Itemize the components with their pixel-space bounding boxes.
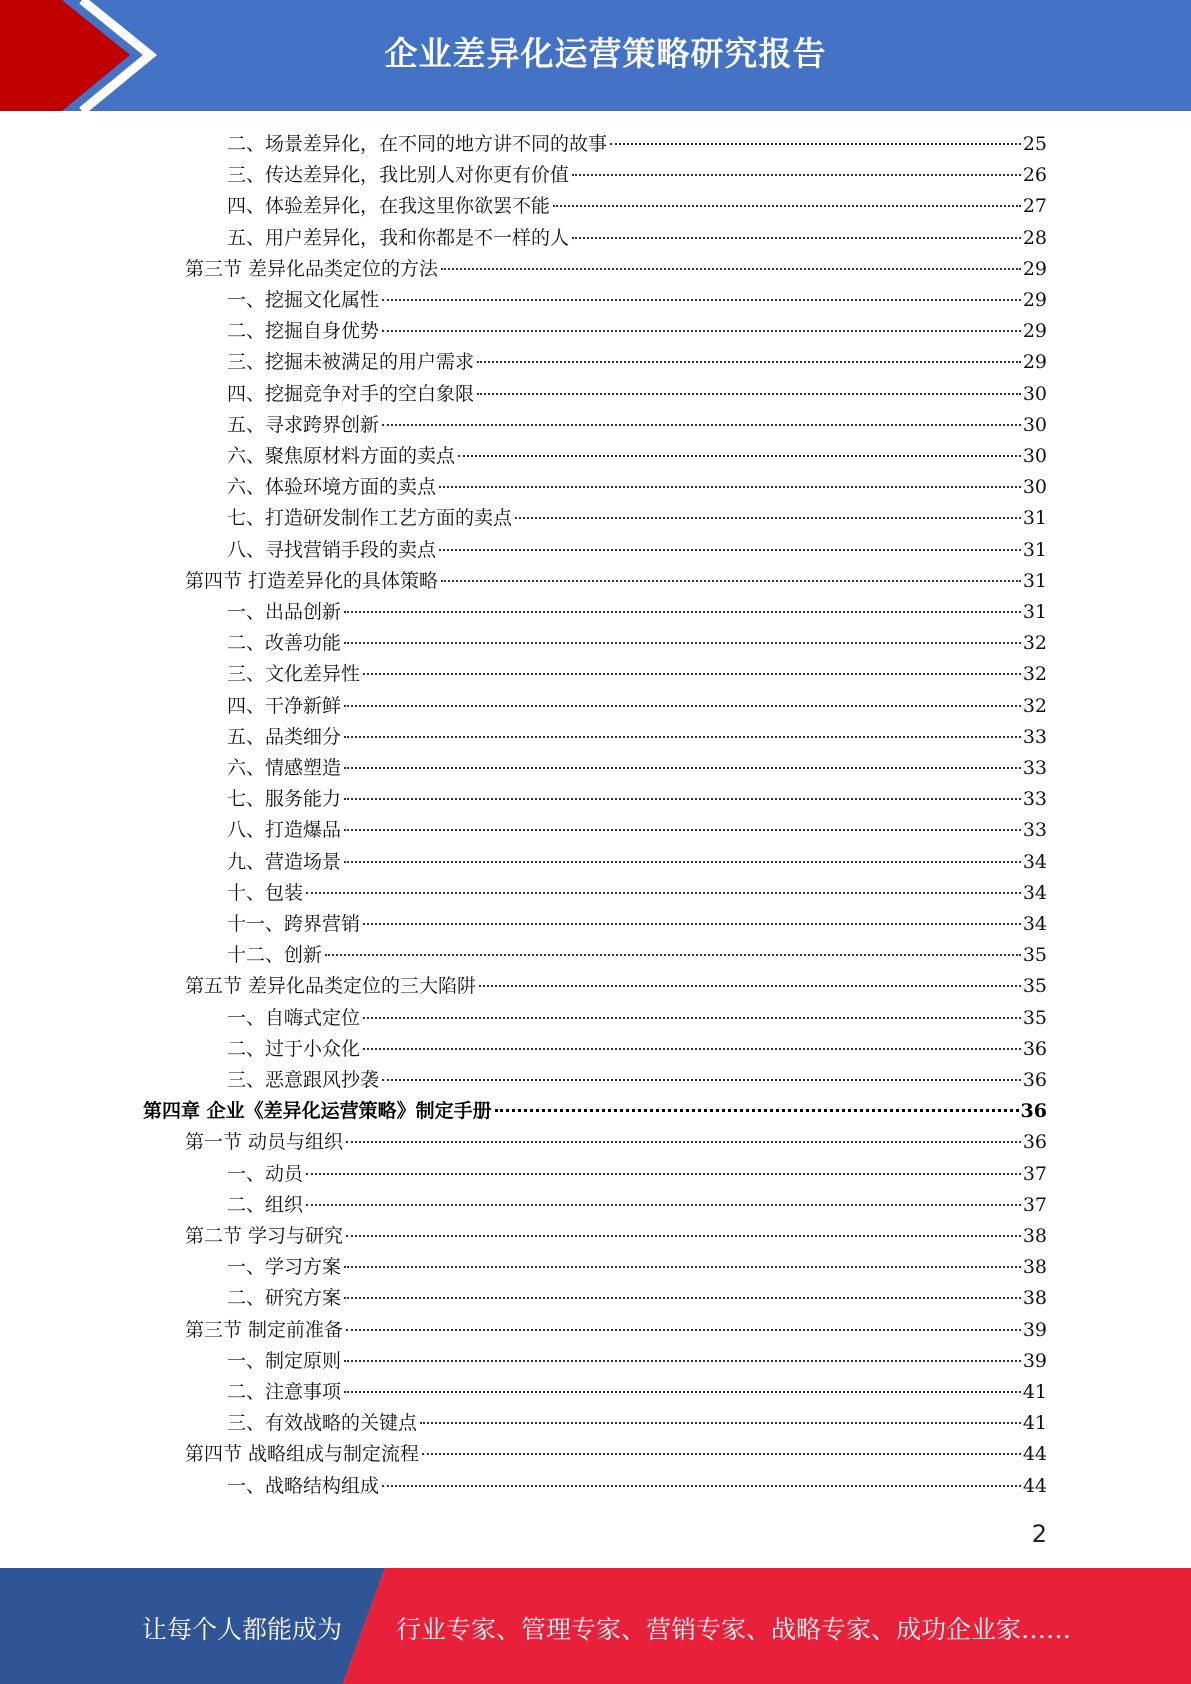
toc-entry-page: 36 xyxy=(1022,1037,1047,1060)
footer-slogan-left: 让每个人都能成为 xyxy=(142,1615,343,1644)
toc-entry-title: 二、挖掘自身优势 xyxy=(227,320,380,343)
toc-entry-page: 38 xyxy=(1022,1256,1047,1279)
toc-entry-page: 39 xyxy=(1022,1349,1047,1372)
toc-entry-page: 44 xyxy=(1022,1443,1047,1466)
toc-entry[interactable] xyxy=(227,285,1047,316)
toc-entry-page: 32 xyxy=(1022,694,1047,717)
toc-entry-page: 30 xyxy=(1022,445,1047,467)
toc-entry-page: 34 xyxy=(1022,881,1047,904)
toc-leader-dots xyxy=(477,393,1021,395)
toc-entry[interactable] xyxy=(227,628,1047,659)
toc-entry[interactable] xyxy=(227,659,1047,690)
toc-entry-page: 30 xyxy=(1022,476,1047,499)
toc-entry-page: 41 xyxy=(1022,1381,1047,1403)
toc-entry[interactable] xyxy=(227,784,1047,815)
toc-leader-dots xyxy=(306,1204,1021,1206)
toc-entry-page: 44 xyxy=(1022,1474,1047,1497)
toc-leader-dots xyxy=(306,1173,1021,1175)
toc-entry[interactable] xyxy=(227,878,1047,909)
toc-entry-page: 36 xyxy=(1022,1069,1047,1091)
toc-entry-page: 35 xyxy=(1022,975,1047,998)
toc-leader-dots xyxy=(363,923,1021,925)
toc-entry-title: 二、改善功能 xyxy=(227,632,342,655)
toc-entry[interactable] xyxy=(227,347,1047,378)
toc-entry-title: 一、动员 xyxy=(227,1162,304,1185)
toc-leader-dots xyxy=(479,985,1021,987)
toc-leader-dots xyxy=(382,1485,1021,1487)
toc-leader-dots xyxy=(363,1048,1021,1050)
toc-entry-page: 31 xyxy=(1022,507,1047,530)
toc-entry-title: 三、恶意跟风抄袭 xyxy=(227,1069,380,1091)
toc-entry-page: 36 xyxy=(1020,1100,1047,1123)
toc-entry[interactable] xyxy=(227,535,1047,566)
toc-entry-page: 31 xyxy=(1022,538,1047,561)
toc-entry[interactable] xyxy=(227,1346,1047,1377)
toc-entry-title: 六、体验环境方面的卖点 xyxy=(227,476,437,499)
toc-entry-title: 八、打造爆品 xyxy=(227,819,342,842)
toc-entry-title: 五、品类细分 xyxy=(227,725,342,748)
toc-entry-title: 三、有效战略的关键点 xyxy=(227,1412,418,1435)
toc-entry-title: 十、包装 xyxy=(227,881,304,904)
toc-entry-page: 35 xyxy=(1022,944,1047,967)
toc-entry[interactable] xyxy=(227,472,1047,503)
footer-band xyxy=(0,1568,1191,1684)
toc-entry-title: 二、过于小众化 xyxy=(227,1037,361,1060)
toc-entry-page: 29 xyxy=(1022,289,1047,311)
toc-entry-title: 第三节 制定前准备 xyxy=(185,1318,344,1341)
toc-entry[interactable] xyxy=(227,1408,1047,1439)
toc-leader-dots xyxy=(346,1235,1021,1237)
toc-entry[interactable] xyxy=(185,1315,1047,1346)
toc-entry-page: 29 xyxy=(1022,351,1047,374)
toc-entry-page: 34 xyxy=(1022,913,1047,935)
toc-entry-page: 25 xyxy=(1022,133,1047,155)
toc-leader-dots xyxy=(344,1360,1021,1362)
toc-entry-title: 四、体验差异化，在我这里你欲罢不能 xyxy=(227,195,551,218)
toc-leader-dots xyxy=(363,1017,1021,1019)
toc-entry-title: 十二、创新 xyxy=(227,944,323,967)
toc-entry-page: 26 xyxy=(1022,164,1047,187)
toc-entry[interactable] xyxy=(185,1221,1047,1252)
toc-leader-dots xyxy=(344,611,1021,613)
toc-entry[interactable] xyxy=(227,1377,1047,1408)
toc-entry-title: 五、寻求跨界创新 xyxy=(227,413,380,436)
toc-entry[interactable] xyxy=(227,753,1047,784)
toc-entry[interactable] xyxy=(227,815,1047,846)
toc-entry[interactable] xyxy=(227,223,1047,254)
toc-entry-title: 六、情感塑造 xyxy=(227,757,342,779)
toc-entry-page: 34 xyxy=(1022,850,1047,873)
toc-entry-title: 一、学习方案 xyxy=(227,1256,342,1279)
toc-leader-dots xyxy=(325,954,1021,956)
toc-entry[interactable] xyxy=(227,940,1047,971)
toc-entry-page: 37 xyxy=(1022,1162,1047,1185)
toc-leader-dots xyxy=(477,361,1021,363)
toc-entry-title: 七、打造研发制作工艺方面的卖点 xyxy=(227,507,513,530)
toc-entry-title: 十一、跨界营销 xyxy=(227,913,361,935)
toc-entry-title: 四、挖掘竞争对手的空白象限 xyxy=(227,382,475,405)
toc-leader-dots xyxy=(344,705,1021,707)
toc-entry[interactable] xyxy=(227,1471,1047,1502)
toc-entry-title: 七、服务能力 xyxy=(227,788,342,811)
toc-entry-title: 四、干净新鲜 xyxy=(227,694,342,717)
toc-entry[interactable] xyxy=(227,597,1047,628)
toc-entry-title: 一、战略结构组成 xyxy=(227,1474,380,1497)
toc-entry[interactable] xyxy=(227,316,1047,347)
toc-entry-page: 31 xyxy=(1022,601,1047,623)
toc-leader-dots xyxy=(610,143,1021,145)
toc-entry-title: 第二节 学习与研究 xyxy=(185,1225,344,1247)
toc-entry[interactable] xyxy=(227,1065,1047,1096)
toc-entry-page: 35 xyxy=(1022,1006,1047,1029)
toc-entry-title: 三、文化差异性 xyxy=(227,663,361,686)
toc-entry[interactable] xyxy=(227,1003,1047,1034)
toc-entry-page: 30 xyxy=(1022,413,1047,436)
toc-entry-title: 第四节 打造差异化的具体策略 xyxy=(185,569,439,592)
toc-leader-dots xyxy=(572,174,1021,176)
toc-entry[interactable] xyxy=(227,909,1047,940)
toc-entry-title: 第四节 战略组成与制定流程 xyxy=(185,1443,420,1466)
toc-leader-dots xyxy=(382,424,1021,426)
toc-entry-page: 33 xyxy=(1022,725,1047,748)
toc-entry[interactable] xyxy=(185,254,1047,285)
toc-leader-dots xyxy=(382,330,1021,332)
toc-leader-dots xyxy=(439,549,1021,551)
toc-leader-dots xyxy=(515,517,1021,519)
toc-leader-dots xyxy=(344,829,1021,831)
toc-leader-dots xyxy=(344,736,1021,738)
toc-entry-page: 38 xyxy=(1022,1287,1047,1310)
toc-entry[interactable] xyxy=(227,441,1047,472)
toc-entry[interactable] xyxy=(227,1034,1047,1065)
toc-entry-title: 一、挖掘文化属性 xyxy=(227,289,380,311)
toc-leader-dots xyxy=(495,1109,1019,1112)
toc-entry[interactable] xyxy=(227,410,1047,441)
toc-leader-dots xyxy=(572,237,1021,239)
toc-entry-title: 五、用户差异化，我和你都是不一样的人 xyxy=(227,226,570,249)
toc-entry[interactable] xyxy=(227,1190,1047,1221)
toc-entry[interactable] xyxy=(227,503,1047,534)
toc-entry[interactable] xyxy=(227,1283,1047,1314)
toc-entry[interactable] xyxy=(227,1252,1047,1283)
toc-entry-title: 三、挖掘未被满足的用户需求 xyxy=(227,351,475,374)
toc-entry-title: 九、营造场景 xyxy=(227,850,342,873)
toc-entry-title: 三、传达差异化，我比别人对你更有价值 xyxy=(227,164,570,187)
toc-entry-page: 32 xyxy=(1022,663,1047,686)
toc-leader-dots xyxy=(441,580,1021,582)
toc-leader-dots xyxy=(344,861,1021,863)
toc-entry-page: 37 xyxy=(1022,1193,1047,1216)
toc-entry[interactable] xyxy=(227,160,1047,191)
toc-entry[interactable] xyxy=(227,722,1047,753)
toc-leader-dots xyxy=(346,1329,1021,1331)
toc-entry-title: 二、研究方案 xyxy=(227,1287,342,1310)
toc-entry[interactable] xyxy=(185,1439,1047,1470)
toc-leader-dots xyxy=(306,892,1021,894)
toc-entry-title: 二、场景差异化，在不同的地方讲不同的故事 xyxy=(227,133,608,155)
document-title: 企业差异化运营策略研究报告 xyxy=(384,34,827,73)
toc-entry[interactable] xyxy=(185,566,1047,597)
toc-leader-dots xyxy=(344,767,1021,769)
toc-leader-dots xyxy=(346,1141,1021,1143)
header-band xyxy=(0,0,1191,111)
toc-entry-page: 36 xyxy=(1022,1131,1047,1154)
toc-leader-dots xyxy=(382,299,1021,301)
toc-entry-page: 28 xyxy=(1022,226,1047,249)
toc-entry[interactable] xyxy=(185,1127,1047,1158)
toc-entry-page: 41 xyxy=(1022,1412,1047,1435)
toc-entry[interactable] xyxy=(227,191,1047,222)
toc-leader-dots xyxy=(344,1266,1021,1268)
toc-entry-page: 33 xyxy=(1022,819,1047,842)
toc-leader-dots xyxy=(441,268,1021,270)
toc-entry[interactable] xyxy=(227,691,1047,722)
toc-entry-title: 八、寻找营销手段的卖点 xyxy=(227,538,437,561)
toc-entry[interactable] xyxy=(227,379,1047,410)
toc-entry-title: 二、组织 xyxy=(227,1193,304,1216)
toc-entry-title: 六、聚焦原材料方面的卖点 xyxy=(227,445,456,467)
toc-leader-dots xyxy=(553,205,1021,207)
toc-entry[interactable] xyxy=(227,1159,1047,1190)
toc-entry-page: 33 xyxy=(1022,788,1047,811)
toc-leader-dots xyxy=(422,1453,1021,1455)
toc-entry[interactable] xyxy=(143,1096,1047,1127)
toc-entry[interactable] xyxy=(227,847,1047,878)
toc-leader-dots xyxy=(344,1391,1021,1393)
toc-leader-dots xyxy=(363,673,1021,675)
toc-entry-page: 39 xyxy=(1022,1318,1047,1341)
toc-entry-title: 一、自嗨式定位 xyxy=(227,1006,361,1029)
toc-entry-title: 二、注意事项 xyxy=(227,1381,342,1403)
toc-entry-title: 一、制定原则 xyxy=(227,1349,342,1372)
toc-entry-page: 29 xyxy=(1022,320,1047,343)
toc-entry-title: 一、出品创新 xyxy=(227,601,342,623)
toc-entry-title: 第三节 差异化品类定位的方法 xyxy=(185,257,439,280)
toc-entry[interactable] xyxy=(227,129,1047,160)
toc-leader-dots xyxy=(458,455,1021,457)
toc-entry-page: 32 xyxy=(1022,632,1047,655)
toc-leader-dots xyxy=(382,1079,1021,1081)
toc-entry-page: 30 xyxy=(1022,382,1047,405)
toc-entry-page: 27 xyxy=(1022,195,1047,218)
toc-entry-title: 第一节 动员与组织 xyxy=(185,1131,344,1154)
footer-slogan-right: 行业专家、管理专家、营销专家、战略专家、成功企业家…… xyxy=(396,1615,1072,1644)
toc-entry-page: 31 xyxy=(1022,569,1047,592)
toc-entry-page: 38 xyxy=(1022,1225,1047,1247)
toc-entry-page: 29 xyxy=(1022,257,1047,280)
toc-leader-dots xyxy=(344,642,1021,644)
toc-entry-title: 第四章 企业《差异化运营策略》制定手册 xyxy=(143,1100,492,1123)
page-number: 2 xyxy=(1031,1520,1047,1548)
toc-entry[interactable] xyxy=(185,971,1047,1002)
toc-leader-dots xyxy=(439,486,1021,488)
toc-entry-page: 33 xyxy=(1022,757,1047,779)
toc-leader-dots xyxy=(420,1422,1021,1424)
toc-entry-title: 第五节 差异化品类定位的三大陷阱 xyxy=(185,975,477,998)
toc-leader-dots xyxy=(344,798,1021,800)
toc-leader-dots xyxy=(344,1297,1021,1299)
